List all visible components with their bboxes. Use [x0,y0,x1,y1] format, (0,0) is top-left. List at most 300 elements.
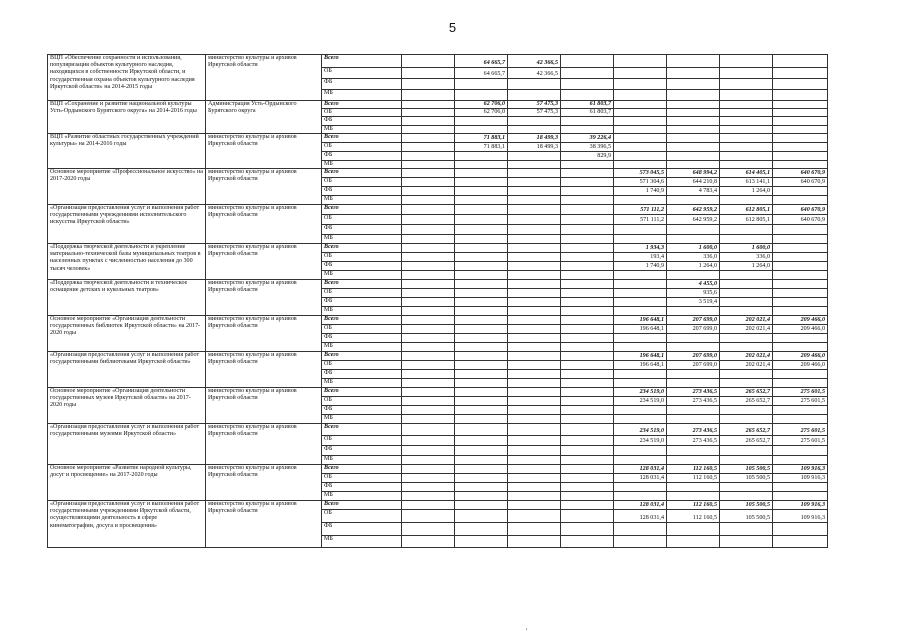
amount-cell: 4 783,4 [667,187,720,196]
funding-source: Всего [322,501,402,510]
funding-source: Всего [322,205,402,215]
amount-cell [720,117,773,125]
funding-source: ФБ [322,187,402,196]
amount-cell [508,205,561,215]
amount-cell [508,160,561,168]
amount-cell [667,415,720,424]
amount-cell [667,151,720,160]
amount-cell [508,316,561,325]
amount-cell: 128 031,4 [614,510,667,523]
funding-source: Всего [322,465,402,474]
amount-cell: 613 141,1 [720,178,773,187]
amount-cell [720,68,773,79]
amount-cell: 273 436,5 [667,436,720,446]
amount-cell: 234 519,0 [614,388,667,397]
funding-source: ФБ [322,446,402,456]
amount-cell [720,289,773,298]
amount-cell: 202 021,4 [720,325,773,334]
amount-cell [508,178,561,187]
funding-source: ФБ [322,262,402,271]
amount-cell [508,415,561,424]
amount-cell [614,235,667,244]
amount-cell [508,483,561,492]
amount-cell: 207 699,0 [667,325,720,334]
amount-cell [614,125,667,133]
amount-cell [720,298,773,307]
amount-cell [508,352,561,361]
funding-source: МБ [322,90,402,101]
funding-source: МБ [322,160,402,168]
amount-cell [720,343,773,352]
amount-cell [667,225,720,235]
funding-source: МБ [322,271,402,280]
amount-cell [773,55,828,68]
amount-cell [614,196,667,205]
amount-cell [402,523,455,536]
amount-cell [508,187,561,196]
amount-cell [402,187,455,196]
amount-cell [773,79,828,90]
amount-cell [508,262,561,271]
amount-cell [720,55,773,68]
amount-cell: 71 883,1 [455,133,508,142]
amount-cell [402,160,455,168]
amount-cell [720,125,773,133]
program-name: «Организация предоставления услуг и выполнения работ государственными учреждениями Иркутской области, осуществляющими деятельность в сфере кинематографии, досуга и просвещения» [48,501,206,548]
amount-cell [667,55,720,68]
amount-cell [561,397,614,406]
amount-cell: 61 803,7 [561,109,614,117]
amount-cell [402,90,455,101]
amount-cell [455,225,508,235]
amount-cell [455,316,508,325]
funding-source: Всего [322,280,402,289]
amount-cell [720,523,773,536]
program-name: Основное мероприятие «Профессиональное искусство» на 2017-2020 годы [48,169,206,205]
amount-cell: 128 031,4 [614,501,667,510]
amount-cell [561,492,614,501]
amount-cell [455,492,508,501]
amount-cell [720,109,773,117]
amount-cell [667,125,720,133]
amount-cell: 1 264,0 [720,262,773,271]
amount-cell: 109 916,3 [773,501,828,510]
amount-cell: 275 601,5 [773,424,828,436]
amount-cell [773,160,828,168]
amount-cell: 109 916,3 [773,474,828,483]
amount-cell: 18 499,3 [508,133,561,142]
amount-cell [720,79,773,90]
amount-cell [561,307,614,316]
amount-cell: 573 045,5 [614,169,667,178]
amount-cell [561,196,614,205]
amount-cell [402,79,455,90]
program-name: «Организация предоставления услуг и выполнения работ государственными библиотеками Иркутской области» [48,352,206,388]
funding-source: ОБ [322,289,402,298]
table-row [48,280,828,289]
amount-cell [773,492,828,501]
amount-cell: 1 740,9 [614,262,667,271]
amount-cell [773,406,828,415]
amount-cell [720,101,773,109]
amount-cell [508,536,561,548]
amount-cell [773,370,828,379]
amount-cell: 1 264,0 [720,187,773,196]
amount-cell [402,492,455,501]
amount-cell [773,271,828,280]
amount-cell [614,456,667,465]
amount-cell [402,289,455,298]
amount-cell [508,343,561,352]
amount-cell [455,262,508,271]
amount-cell [773,125,828,133]
funding-source: ОБ [322,68,402,79]
amount-cell [561,406,614,415]
funding-source: ОБ [322,215,402,225]
amount-cell [402,271,455,280]
amount-cell [614,109,667,117]
amount-cell [402,225,455,235]
amount-cell: 61 803,7 [561,101,614,109]
amount-cell [667,68,720,79]
amount-cell [720,406,773,415]
amount-cell [508,523,561,536]
amount-cell [508,196,561,205]
funding-source: Всего [322,388,402,397]
responsible-executor: министерство культуры и архивов Иркутской области [206,169,322,205]
amount-cell [455,352,508,361]
amount-cell [614,90,667,101]
amount-cell [614,79,667,90]
amount-cell [402,415,455,424]
amount-cell [667,90,720,101]
amount-cell [667,456,720,465]
amount-cell: 273 436,5 [667,424,720,436]
amount-cell [614,446,667,456]
amount-cell [614,406,667,415]
amount-cell: 196 648,1 [614,352,667,361]
amount-cell [402,68,455,79]
funding-source: Всего [322,101,402,109]
amount-cell [455,253,508,262]
amount-cell [508,79,561,90]
program-name: Основное мероприятие «Организация деятельности государственных библиотек Иркутской области» на 2017-2020 годы [48,316,206,352]
table-row [48,316,828,325]
amount-cell [455,325,508,334]
amount-cell [455,483,508,492]
amount-cell [402,406,455,415]
funding-source: Всего [322,244,402,253]
table-row [48,388,828,397]
amount-cell: 275 601,5 [773,397,828,406]
amount-cell [402,117,455,125]
amount-cell [561,280,614,289]
amount-cell [402,215,455,225]
amount-cell [508,215,561,225]
amount-cell [508,125,561,133]
amount-cell [561,316,614,325]
amount-cell [402,235,455,244]
funding-source: МБ [322,307,402,316]
amount-cell [614,492,667,501]
amount-cell [455,169,508,178]
amount-cell [402,133,455,142]
responsible-executor: министерство культуры и архивов Иркутской области [206,388,322,424]
amount-cell [508,474,561,483]
amount-cell [508,280,561,289]
amount-cell [561,178,614,187]
amount-cell [561,125,614,133]
amount-cell [667,142,720,151]
amount-cell [720,133,773,142]
amount-cell: 105 500,5 [720,510,773,523]
amount-cell [508,235,561,244]
amount-cell [773,117,828,125]
amount-cell [614,307,667,316]
funding-source: ФБ [322,298,402,307]
amount-cell: 1 934,3 [614,244,667,253]
amount-cell [773,446,828,456]
amount-cell [402,298,455,307]
amount-cell [402,316,455,325]
responsible-executor: министерство культуры и архивов Иркутской области [206,501,322,548]
amount-cell [667,109,720,117]
amount-cell [614,55,667,68]
amount-cell [561,536,614,548]
amount-cell: 64 665,7 [455,68,508,79]
amount-cell [455,235,508,244]
amount-cell [773,187,828,196]
amount-cell [455,424,508,436]
amount-cell [402,370,455,379]
amount-cell [455,298,508,307]
amount-cell [455,510,508,523]
amount-cell: 275 601,5 [773,388,828,397]
amount-cell [455,388,508,397]
amount-cell [773,456,828,465]
amount-cell [614,160,667,168]
amount-cell [402,446,455,456]
amount-cell [455,523,508,536]
amount-cell: 640 670,9 [773,215,828,225]
amount-cell [508,501,561,510]
amount-cell: 273 436,5 [667,388,720,397]
amount-cell [773,225,828,235]
funding-source: ОБ [322,142,402,151]
amount-cell: 196 648,1 [614,361,667,370]
amount-cell: 202 021,4 [720,361,773,370]
program-name: ВЦП «Развитие областных государственных учреждений культуры» на 2014-2016 годы [48,133,206,168]
funding-source: ФБ [322,523,402,536]
funding-source: ФБ [322,370,402,379]
amount-cell [402,142,455,151]
amount-cell [402,253,455,262]
funding-source: ФБ [322,151,402,160]
amount-cell [667,483,720,492]
amount-cell: 207 699,0 [667,352,720,361]
amount-cell [720,334,773,343]
amount-cell [402,424,455,436]
amount-cell [455,406,508,415]
amount-cell [508,465,561,474]
amount-cell [402,151,455,160]
funding-source: ФБ [322,334,402,343]
amount-cell [402,244,455,253]
amount-cell [455,370,508,379]
amount-cell [614,271,667,280]
program-name: ВЦП «Обеспечение сохранности и использования, популяризация объектов культурного наследия, находящихся в собственности Иркутской области, и государственная охрана объектов культурного наследия Иркутской области» на 2014-2015 годы [48,55,206,101]
amount-cell: 71 883,1 [455,142,508,151]
amount-cell [773,101,828,109]
amount-cell: 829,9 [561,151,614,160]
amount-cell: 1 600,0 [667,244,720,253]
amount-cell [773,307,828,316]
funding-source: МБ [322,492,402,501]
amount-cell [402,474,455,483]
amount-cell [773,109,828,117]
amount-cell [508,253,561,262]
amount-cell: 128 031,4 [614,465,667,474]
amount-cell [508,244,561,253]
amount-cell [773,142,828,151]
table-row [48,244,828,253]
amount-cell [508,90,561,101]
amount-cell: 62 706,0 [455,109,508,117]
program-name: «Поддержка творческой деятельности и техническое оснащение детских и кукольных театров» [48,280,206,316]
amount-cell [508,117,561,125]
funding-source: Всего [322,169,402,178]
amount-cell: 193,4 [614,253,667,262]
amount-cell [402,125,455,133]
responsible-executor: министерство культуры и архивов Иркутской области [206,244,322,280]
amount-cell [614,415,667,424]
amount-cell [402,456,455,465]
amount-cell [402,501,455,510]
amount-cell [508,436,561,446]
amount-cell [561,523,614,536]
amount-cell [667,406,720,415]
amount-cell: 640 670,9 [773,205,828,215]
amount-cell [402,325,455,334]
amount-cell [720,235,773,244]
amount-cell [508,456,561,465]
amount-cell [720,370,773,379]
amount-cell: 38 396,5 [561,142,614,151]
amount-cell: 202 021,4 [720,316,773,325]
funding-source: МБ [322,125,402,133]
amount-cell [455,215,508,225]
amount-cell [455,151,508,160]
amount-cell: 209 466,0 [773,352,828,361]
amount-cell [561,187,614,196]
amount-cell [773,483,828,492]
amount-cell [508,289,561,298]
amount-cell: 209 466,0 [773,316,828,325]
amount-cell [508,370,561,379]
amount-cell: 112 160,5 [667,510,720,523]
funding-source: ОБ [322,510,402,523]
funding-source: ФБ [322,117,402,125]
amount-cell [402,379,455,388]
amount-cell: 4 455,0 [667,280,720,289]
amount-cell: 336,0 [720,253,773,262]
amount-cell: 265 652,7 [720,388,773,397]
amount-cell [614,370,667,379]
amount-cell: 112 160,5 [667,501,720,510]
funding-source: МБ [322,379,402,388]
amount-cell [667,343,720,352]
amount-cell [667,492,720,501]
amount-cell: 640 670,9 [773,169,828,178]
amount-cell [402,196,455,205]
amount-cell: 39 226,4 [561,133,614,142]
table-body [48,55,828,548]
page-number: 5 [448,20,457,35]
amount-cell [455,280,508,289]
amount-cell [561,370,614,379]
funding-source: МБ [322,536,402,548]
program-name: Основное мероприятие «Организация деятельности государственных музеев Иркутской области» на 2017-2020 годы [48,388,206,424]
amount-cell [614,536,667,548]
amount-cell [720,415,773,424]
responsible-executor: министерство культуры и архивов Иркутской области [206,205,322,244]
amount-cell [455,343,508,352]
amount-cell: 1 740,9 [614,187,667,196]
amount-cell [561,510,614,523]
amount-cell [561,352,614,361]
amount-cell [402,510,455,523]
amount-cell [561,160,614,168]
amount-cell [667,160,720,168]
amount-cell [508,424,561,436]
amount-cell: 336,0 [667,253,720,262]
amount-cell [455,465,508,474]
amount-cell: 3 519,4 [667,298,720,307]
amount-cell [561,55,614,68]
table-row [48,55,828,68]
funding-source: ОБ [322,474,402,483]
table-row [48,501,828,510]
amount-cell [614,101,667,109]
amount-cell [667,133,720,142]
funding-source: Всего [322,424,402,436]
amount-cell: 648 994,2 [667,169,720,178]
amount-cell [773,523,828,536]
amount-cell [614,343,667,352]
program-name: ВЦП «Сохранение и развитие национальной культуры Усть-Ордынского Бурятского округа» на 2014-2016 годы [48,101,206,134]
amount-cell [455,271,508,280]
funding-source: МБ [322,235,402,244]
amount-cell [455,379,508,388]
funding-source: МБ [322,196,402,205]
amount-cell: 105 500,5 [720,474,773,483]
amount-cell [720,151,773,160]
amount-cell [773,536,828,548]
amount-cell: 642 959,2 [667,215,720,225]
amount-cell [455,536,508,548]
amount-cell [402,465,455,474]
amount-cell [402,307,455,316]
budget-table [47,54,828,548]
amount-cell [614,523,667,536]
funding-source: ОБ [322,253,402,262]
amount-cell [508,298,561,307]
amount-cell [561,271,614,280]
program-name: «Поддержка творческой деятельности и укрепление материально-технической базы муниципальных театров в населенных пунктах с численностью населения до 300 тысяч человек» [48,244,206,280]
amount-cell [402,483,455,492]
amount-cell [508,492,561,501]
amount-cell [773,280,828,289]
